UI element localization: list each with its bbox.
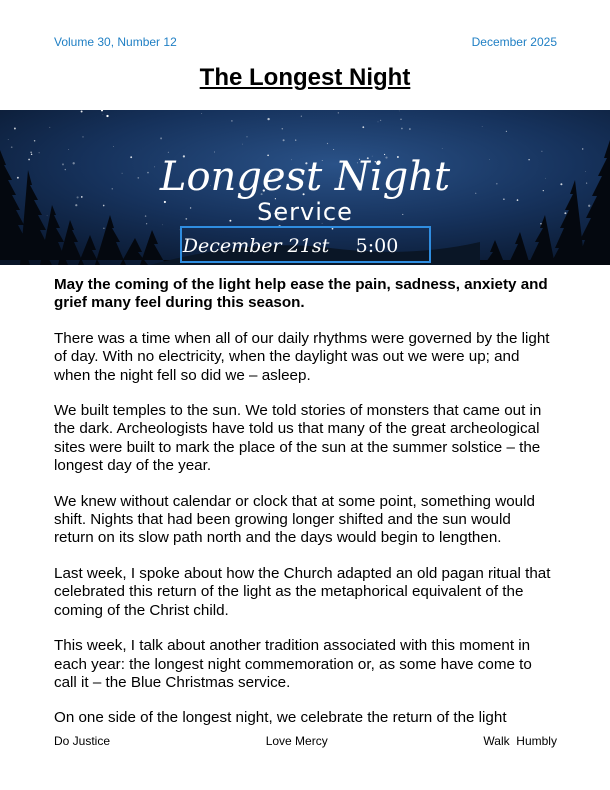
star (179, 229, 180, 230)
star (103, 114, 104, 115)
star (283, 139, 285, 141)
star (401, 128, 403, 130)
star (229, 220, 231, 222)
star (62, 163, 64, 165)
star (586, 183, 587, 184)
banner-image (0, 110, 610, 265)
star (137, 177, 139, 179)
banner-subtitle: Service (257, 198, 353, 226)
star (112, 188, 113, 189)
star (65, 169, 66, 170)
star (106, 115, 108, 117)
page-title: The Longest Night (199, 64, 411, 91)
footer-right: Walk Humbly (483, 734, 557, 748)
star (231, 120, 233, 122)
star (146, 223, 147, 224)
banner-event-time: 5:00 (355, 235, 399, 257)
star (242, 144, 243, 145)
star (113, 146, 114, 147)
star (545, 178, 546, 179)
star (30, 152, 31, 153)
star (503, 198, 505, 200)
star (190, 207, 191, 208)
star (82, 136, 83, 137)
star (560, 183, 562, 185)
article-paragraph: We knew without calendar or clock that at some point, something would shift. Nights that had been growing longer shifted and the sun would return on its slow path north and the days would begin to lengthen. (54, 492, 535, 547)
star (333, 149, 334, 150)
star (496, 183, 498, 185)
banner-script-title: Longest Night (159, 154, 451, 200)
star (585, 171, 586, 172)
star (588, 205, 590, 207)
star (201, 113, 202, 114)
masthead-meta (54, 35, 557, 49)
star (39, 152, 40, 153)
star (17, 177, 19, 179)
star (31, 154, 32, 155)
lead-paragraph: May the coming of the light help ease the pain, sadness, anxiety and grief many feel during this season. (54, 276, 548, 312)
star (103, 205, 105, 207)
footer-center: Love Mercy (265, 734, 328, 748)
star (409, 128, 411, 130)
star (301, 116, 302, 117)
star (564, 212, 566, 214)
star (162, 224, 163, 225)
star (541, 151, 542, 152)
star (327, 143, 328, 144)
article-paragraph: We built temples to the sun. We told stories of monsters that came out in the dark. Archeologists have told us that many of the great archeological sites were built to mark the place of the sun at the summer solstice – the longest day of the year. (54, 402, 542, 475)
star (380, 120, 381, 121)
star (442, 148, 443, 149)
issue-date: December 2025 (471, 35, 557, 49)
star (506, 131, 507, 132)
star (8, 139, 9, 140)
star (482, 126, 483, 127)
star (517, 199, 519, 201)
star (400, 118, 402, 120)
star (185, 218, 187, 220)
star (282, 128, 283, 129)
article-paragraph: This week, I talk about another tradition associated with this moment in each year: the longest night commemoration or, as some have come to call it – the Blue Christmas service. (54, 637, 532, 691)
star (68, 149, 69, 150)
star (267, 118, 269, 120)
star (14, 128, 16, 130)
star (475, 193, 476, 194)
star (130, 156, 132, 158)
star (295, 139, 296, 140)
star (338, 112, 339, 113)
star (154, 167, 155, 168)
star (28, 159, 30, 161)
star (168, 152, 169, 153)
star (81, 196, 83, 198)
star (73, 162, 75, 164)
star (214, 152, 215, 153)
star (103, 228, 104, 229)
night-sky-illustration (0, 110, 610, 265)
star (34, 140, 36, 142)
star (49, 127, 50, 128)
footer-left: Do Justice (54, 734, 111, 748)
star (362, 126, 364, 128)
star (528, 159, 529, 160)
article-paragraph: There was a time when all of our daily rhythms were governed by the light of day. With no electricity, when the daylight was out we were up; and when the night fell so did we – asleep. (54, 329, 550, 384)
star (122, 173, 123, 174)
star (47, 215, 48, 216)
star (489, 159, 490, 160)
article-paragraph: Last week, I spoke about how the Church adapted an old pagan ritual that celebrated this return of the light as the metaphorical equivalent of the coming of the Christ child. (54, 564, 551, 619)
star (160, 137, 162, 139)
volume-number: Volume 30, Number 12 (54, 35, 177, 49)
footer (54, 734, 557, 748)
star (75, 204, 77, 206)
star (81, 111, 83, 113)
star (164, 201, 166, 203)
banner-event-date: December 21st (182, 235, 330, 257)
star (402, 214, 403, 215)
star (147, 172, 149, 174)
star (543, 190, 544, 191)
star (332, 228, 334, 230)
article-paragraph: On one side of the longest night, we celebrate the return of the light (54, 709, 507, 727)
article-body (54, 276, 554, 745)
star (77, 196, 79, 198)
star (246, 136, 247, 137)
star (378, 122, 379, 123)
star (145, 215, 146, 216)
star (582, 148, 583, 149)
star (399, 111, 400, 112)
star (11, 146, 13, 148)
